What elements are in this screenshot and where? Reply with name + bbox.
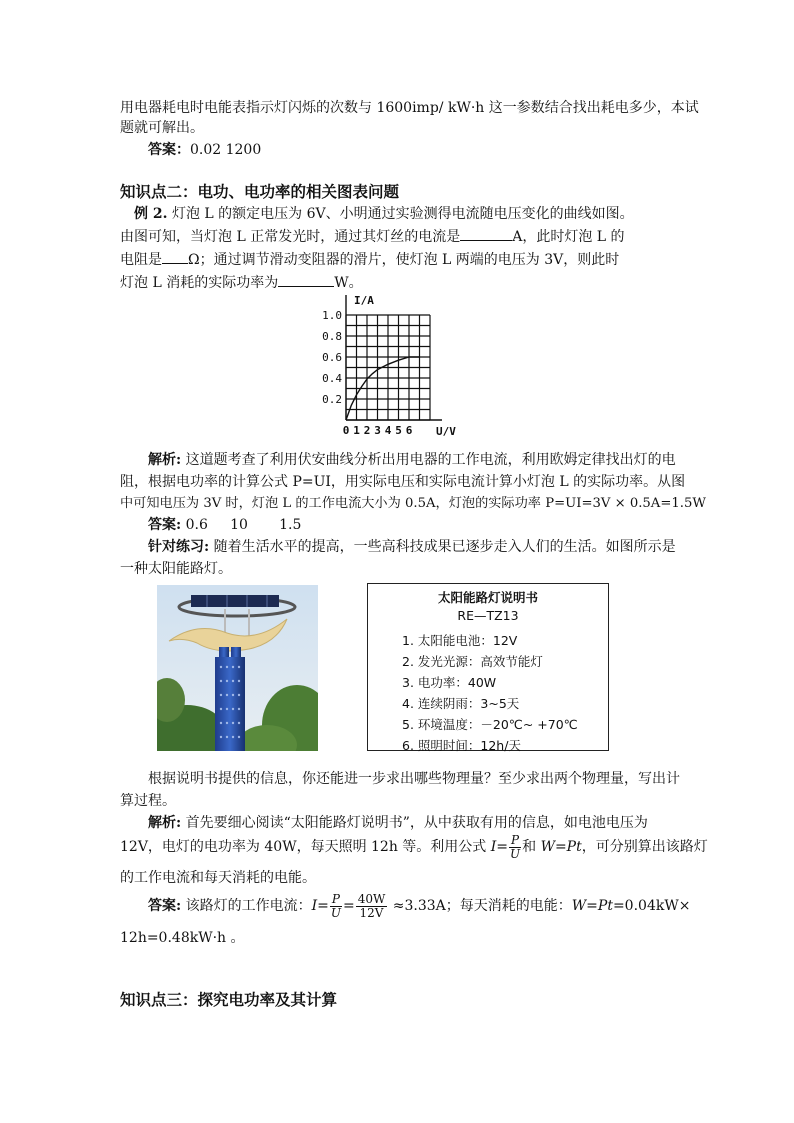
- analysis-2-line-1: [148, 450, 676, 470]
- fraction-numerator: P: [331, 891, 340, 906]
- analysis-2-line-3: 中可知电压为 3V 时，灯泡 L 的工作电流大小为 0.5A，灯泡的实际功率 P=UI=3V × 0.5A=1.5W: [120, 496, 706, 511]
- practice-text: 随着生活水平的提高，一些高科技成果已逐步走入人们的生活。如图所示是: [209, 539, 676, 555]
- practice-label: 针对练习:: [148, 539, 210, 555]
- answer-3-line-2: 12h=0.48kW·h 。: [120, 930, 245, 946]
- answer-blank: [278, 272, 334, 287]
- practice-line-1: [148, 537, 676, 557]
- formula-fraction: [330, 893, 342, 920]
- y-axis-label: I/A: [354, 294, 374, 307]
- solar-street-lamp-photo: [157, 585, 318, 751]
- analysis-text: 12V，电灯的电功率为 40W，每天照明 12h 等。利用公式: [120, 839, 491, 855]
- analysis-text: 首先要细心阅读“太阳能路灯说明书”，从中获取有用的信息，如电池电压为: [181, 815, 648, 831]
- spec-item: 1. 太阳能电池：12V: [402, 633, 518, 648]
- analysis-3-line-2: [120, 830, 708, 864]
- analysis-3-line-3: 的工作电流和每天消耗的电能。: [120, 870, 316, 886]
- analysis-text: 这道题考查了利用伏安曲线分析出用电器的工作电流，利用欧姆定律找出灯的电: [181, 452, 676, 468]
- section-3-title: 知识点三：探究电功率及其计算: [120, 991, 338, 1009]
- question-line-2: 算过程。: [120, 793, 176, 809]
- example-text: 灯泡 L 的额定电压为 6V、小明通过实验测得电流随电压变化的曲线如图。: [167, 206, 634, 222]
- spec-item: 2. 发光光源：高效节能灯: [402, 654, 543, 669]
- x-tick-label: 0: [342, 424, 350, 437]
- y-tick-label: 1.0: [322, 309, 342, 322]
- analysis-text: ，可分别算出该路灯: [581, 839, 708, 855]
- formula-symbol: I: [311, 898, 318, 914]
- answer-blank: [460, 226, 512, 241]
- example-2-line-2: [120, 226, 625, 247]
- answer-values: 0.02 1200: [190, 142, 262, 158]
- x-tick-label: 1: [353, 424, 360, 437]
- example-2-line-1: [134, 204, 634, 224]
- question-line-1: 根据说明书提供的信息，你还能进一步求出哪些物理量？至少求出两个物理量，写出计: [148, 771, 680, 787]
- formula-symbol: W=Pt: [540, 839, 582, 855]
- example-text: 电阻是: [120, 252, 162, 268]
- example-text: 由图可知，当灯泡 L 正常发光时，通过其灯丝的电流是: [120, 229, 461, 245]
- analysis-label: 解析:: [148, 452, 182, 468]
- x-tick-label: 5: [395, 424, 402, 437]
- intro-answer: [148, 140, 261, 160]
- formula-symbol: I: [490, 839, 497, 855]
- answer-label: 答案:: [148, 517, 182, 533]
- spec-title: 太阳能路灯说明书: [437, 590, 538, 605]
- spec-model: RE—TZ13: [457, 608, 519, 623]
- fraction-numerator: 40W: [357, 891, 386, 906]
- example-text: 灯泡 L 消耗的实际功率为: [120, 275, 279, 291]
- intro-line-2: 题就可解出。: [120, 120, 204, 136]
- fraction-denominator: 12V: [359, 905, 384, 920]
- answer-label: 答案：: [148, 142, 190, 158]
- current-voltage-chart: [318, 292, 478, 442]
- formula-fraction: [356, 893, 388, 920]
- fraction-denominator: U: [510, 846, 521, 861]
- analysis-label: 解析:: [148, 815, 182, 831]
- practice-line-2: 一种太阳能路灯。: [120, 561, 232, 577]
- answer-3-line-1: [148, 888, 690, 924]
- formula-symbol: =: [342, 898, 355, 914]
- analysis-2-line-2: 阻，根据电功率的计算公式 P=UI，用实际电压和实际电流计算小灯泡 L 的实际功率。从图: [120, 474, 686, 490]
- y-tick-label: 0.8: [322, 330, 342, 343]
- x-tick-label: 4: [384, 424, 392, 437]
- spec-sheet: [367, 583, 609, 751]
- answer-text: 该路灯的工作电流：: [181, 898, 312, 914]
- example-text: A，此时灯泡 L 的: [512, 229, 625, 245]
- x-axis-label: U/V: [436, 425, 456, 438]
- spec-item: 5. 环境温度：－20℃~ +70℃: [402, 717, 578, 732]
- formula-symbol: W=Pt: [571, 898, 613, 914]
- example-label: 例 2.: [134, 206, 168, 222]
- analysis-2-answer: [148, 515, 301, 535]
- x-tick-label: 6: [405, 424, 413, 437]
- formula-symbol: =: [317, 898, 329, 914]
- answer-text: =0.04kW×: [612, 898, 691, 914]
- answer-label: 答案:: [148, 898, 182, 914]
- formula-symbol: =: [496, 839, 509, 855]
- answer-values: 0.6 10 1.5: [181, 517, 302, 533]
- answer-text: ≈3.33A；每天消耗的电能：: [388, 898, 572, 914]
- example-text: W。: [334, 275, 363, 291]
- intro-line-1: 用电器耗电时电能表指示灯闪烁的次数与 1600imp/ kW·h 这一参数结合找出耗电多少，本试: [120, 100, 699, 116]
- analysis-text: 和: [522, 839, 541, 855]
- example-text: Ω；通过调节滑动变阻器的滑片，使灯泡 L 两端的电压为 3V，则此时: [188, 252, 620, 268]
- example-2-line-3: [120, 249, 619, 270]
- y-tick-label: 0.6: [322, 351, 342, 364]
- spec-item: 3. 电功率：40W: [402, 675, 497, 690]
- answer-blank: [162, 249, 188, 264]
- section-2-title: 知识点二：电功、电功率的相关图表问题: [120, 183, 400, 201]
- spec-item: 4. 连续阴雨：3~5天: [402, 696, 520, 711]
- fraction-numerator: P: [511, 832, 520, 847]
- spec-item: 6. 照明时间：12h/天: [402, 738, 521, 753]
- x-tick-label: 3: [374, 424, 381, 437]
- x-tick-label: 2: [363, 424, 371, 437]
- y-tick-label: 0.4: [322, 372, 342, 385]
- fraction-denominator: U: [330, 905, 341, 920]
- example-2-line-4: [120, 272, 363, 293]
- y-tick-label: 0.2: [322, 393, 342, 406]
- formula-fraction: [509, 834, 521, 861]
